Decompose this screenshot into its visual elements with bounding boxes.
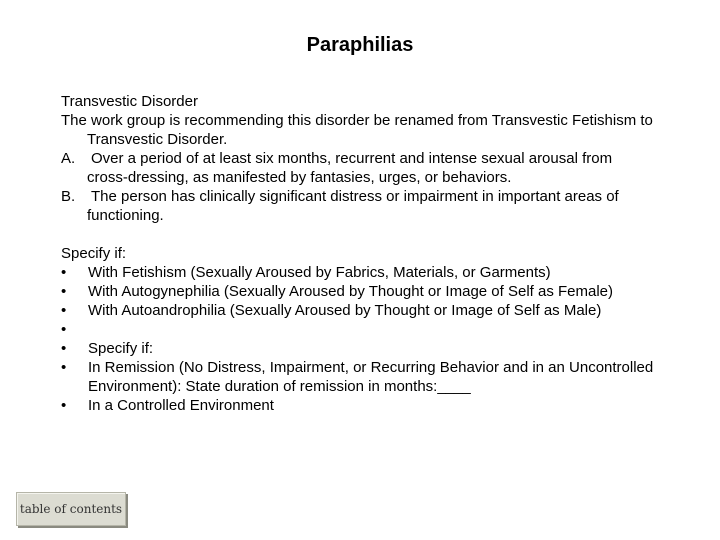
bullet-icon: • <box>61 321 67 338</box>
criterion-b <box>61 187 661 225</box>
criterion-text: The person has clinically significant distress or impairment in important areas of functioning. <box>87 188 619 224</box>
specifier-list <box>61 263 661 415</box>
criterion-label: B. <box>61 188 76 205</box>
list-item-text: With Autogynephilia (Sexually Aroused by Thought or Image of Self as Female) <box>88 283 614 300</box>
bullet-icon: • <box>61 340 67 357</box>
slide-title: Paraphilias <box>306 34 414 56</box>
table-of-contents-button[interactable]: table of contents <box>16 492 126 526</box>
list-item <box>61 263 661 282</box>
bullet-icon: • <box>61 397 67 414</box>
criterion-a <box>61 149 661 187</box>
slide-body <box>61 92 661 415</box>
intro-paragraph: The work group is recommending this disorder be renamed from Transvestic Fetishism to Transvestic Disorder. <box>61 112 653 148</box>
bullet-icon: • <box>61 359 67 376</box>
bullet-icon: • <box>61 264 67 281</box>
bullet-icon: • <box>61 283 67 300</box>
list-item-text: In a Controlled Environment <box>88 397 274 414</box>
list-item <box>61 396 661 415</box>
list-item-text: With Autoandrophilia (Sexually Aroused by Thought or Image of Self as Male) <box>88 302 602 319</box>
specify-label: Specify if: <box>61 245 127 262</box>
list-item-text: Specify if: <box>88 340 154 357</box>
criterion-text: Over a period of at least six months, recurrent and intense sexual arousal from cross‑dressing, as manifested by fantasies, urges, or behaviors. <box>87 150 613 186</box>
criterion-label: A. <box>61 150 76 167</box>
section-heading: Transvestic Disorder <box>61 93 198 110</box>
list-item <box>61 320 661 339</box>
spacer <box>61 225 661 244</box>
list-item-text: In Remission (No Distress, Impairment, or Recurring Behavior and in an Uncontrolled Environment): State duration of remission in months:____ <box>88 359 654 395</box>
list-item <box>61 282 661 301</box>
list-item <box>61 339 661 358</box>
list-item-text: With Fetishism (Sexually Aroused by Fabrics, Materials, or Garments) <box>88 264 551 281</box>
list-item <box>61 301 661 320</box>
bullet-icon: • <box>61 302 67 319</box>
list-item <box>61 358 661 396</box>
